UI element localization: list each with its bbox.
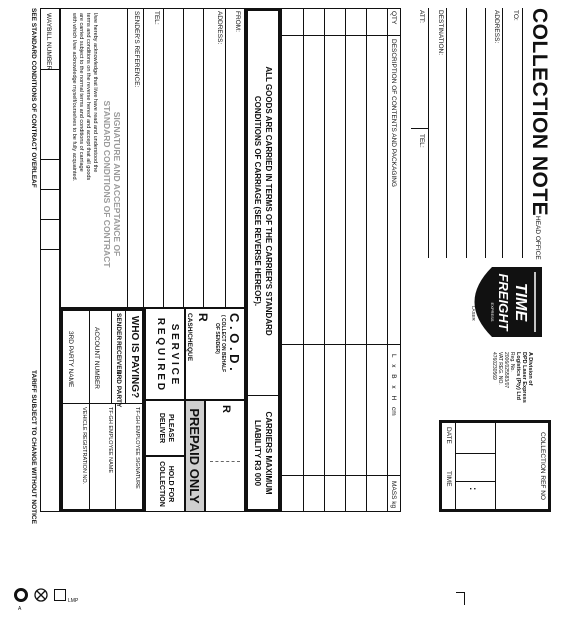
acceptance-text-3: are carried subject to the normal terms and conditions of carriage [78,13,84,172]
dimensions-header: L x B x H cm [390,354,397,416]
third-party-name-label: 3RD PARTY NAME [67,331,74,388]
who-is-paying-title: WHO IS PAYING? [129,315,140,399]
acceptance-heading-1: SIGNATURE AND ACCEPTANCE OF [112,111,122,257]
cod-subtitle-2: OF SENDER) [214,323,220,354]
time-separator: : [467,487,478,491]
logo-word-freight: FREIGHT [496,273,511,331]
corner-crop-mark [456,592,465,605]
acceptance-text-4: with which I/we acknowledge myself/ourselves to be fully acquainted. [71,13,77,182]
who-is-paying-box [60,308,145,512]
carriage-notice [245,8,281,512]
time-freight-logo [463,262,547,342]
tfgh-name-label: TF-GH EMPLOYEE NAME [107,407,113,474]
payer-receiver[interactable]: RECEIVER [115,341,122,375]
from-label: FROM: [234,11,241,32]
address-label: ADDRESS: [493,10,500,44]
logo-word-time: TIME [512,282,529,322]
service-title-1: S E R V I C E [169,323,180,385]
waybill-row [40,8,60,512]
prepaid-only-box [185,400,205,512]
cod-currency-symbol: R [196,313,210,322]
logo-laser: LASER [471,306,476,321]
head-office-label: HEAD OFFICE [534,216,541,260]
cod-amount-box[interactable] [205,400,245,512]
sender-tel-label: TEL: [153,11,160,25]
cod-subtitle-1: ( COLLECT ON BEHALF [220,315,226,373]
mass-header: MASS kg [390,481,397,509]
notice-line-1: ALL GOODS ARE CARRIED IN TERMS OF THE CARRIER'S STANDARD [264,66,273,336]
to-label: TO: [512,10,519,21]
vehicle-registration-label: VEHICLE REGISTRATION NO. [81,407,87,485]
acceptance-heading-2: STANDARD CONDITIONS OF CONTRACT [102,100,112,268]
liability-line-1: CARRIERS MAXIMUM [264,411,273,495]
items-table [281,8,401,512]
payer-sender[interactable]: SENDER [115,313,122,341]
a-mark: A [18,606,22,612]
tel-label-top: TEL: [418,134,425,148]
sender-address-label: ADDRESS: [216,11,223,45]
cod-block [185,308,245,400]
empty-square-icon [54,589,66,601]
company-division-text: A Division of DPD Laser Express Logistics (Pty) Ltd Reg. No. 2006/025583/07 VAT REG. NO. 4760230569 [491,352,533,403]
collection-ref-box [439,420,551,512]
hold-for-collection-option[interactable]: HOLD FOR COLLECTION [145,456,185,512]
service-title-2: R E Q U I R E D [155,317,166,391]
form-title: COLLECTION NOTE [528,8,551,217]
liability-line-2: LIABILITY R3 000 [253,419,262,487]
header-block [401,8,551,258]
service-required-box [145,308,185,400]
att-label: ATT: [418,10,425,23]
see-standard-conditions: SEE STANDARD CONDITIONS OF CONTRACT OVERLEAF [30,8,37,188]
date-label: DATE [445,427,452,444]
sender-block [60,8,245,308]
prepaid-only-label: PREPAID ONLY [187,408,202,504]
cod-amount-currency: R [220,405,232,413]
description-header: DESCRIPTION OF CONTENTS AND PACKAGING [390,39,397,187]
logo-word-express: EXPRESS [490,302,495,322]
tariff-notice: TARIFF SUBJECT TO CHANGE WITHOUT NOTICE [30,370,37,524]
registration-circle-icon [14,588,28,602]
notice-line-2: CONDITIONS OF CARRIAGE (SEE REVERSE HEREOF). [253,95,262,307]
waybill-number-label: WAYBILL NUMBER [45,13,52,71]
tfgh-signature-label: TF-GH EMPLOYEE SIGNATURE [134,407,140,489]
cash-cheque-label: CASH/CHEQUE [186,313,193,362]
acceptance-text-2: terms and conditions on the reverse hereof and accept that all goods [85,13,91,181]
acceptance-text-1: I/we hereby acknowledge that I/we have read and understood the [92,13,98,173]
destination-label: DESTINATION: [437,10,444,56]
please-deliver-option[interactable]: PLEASE DELIVER [145,400,185,456]
time-label: TIME [445,471,452,487]
print-marks [14,584,94,614]
qty-header: QTY [390,11,397,25]
account-number-label: ACCOUNT NUMBER [93,327,100,389]
payer-third-party[interactable]: 3RD PARTY [115,371,122,408]
collection-ref-label: COLLECTION REF NO [539,432,546,500]
sender-reference-label: SENDER'S REFERENCE: [133,11,140,88]
cod-title: C . O . D . [227,313,242,371]
lmp-label: LMP [68,598,79,604]
crossed-circle-icon [34,588,48,602]
